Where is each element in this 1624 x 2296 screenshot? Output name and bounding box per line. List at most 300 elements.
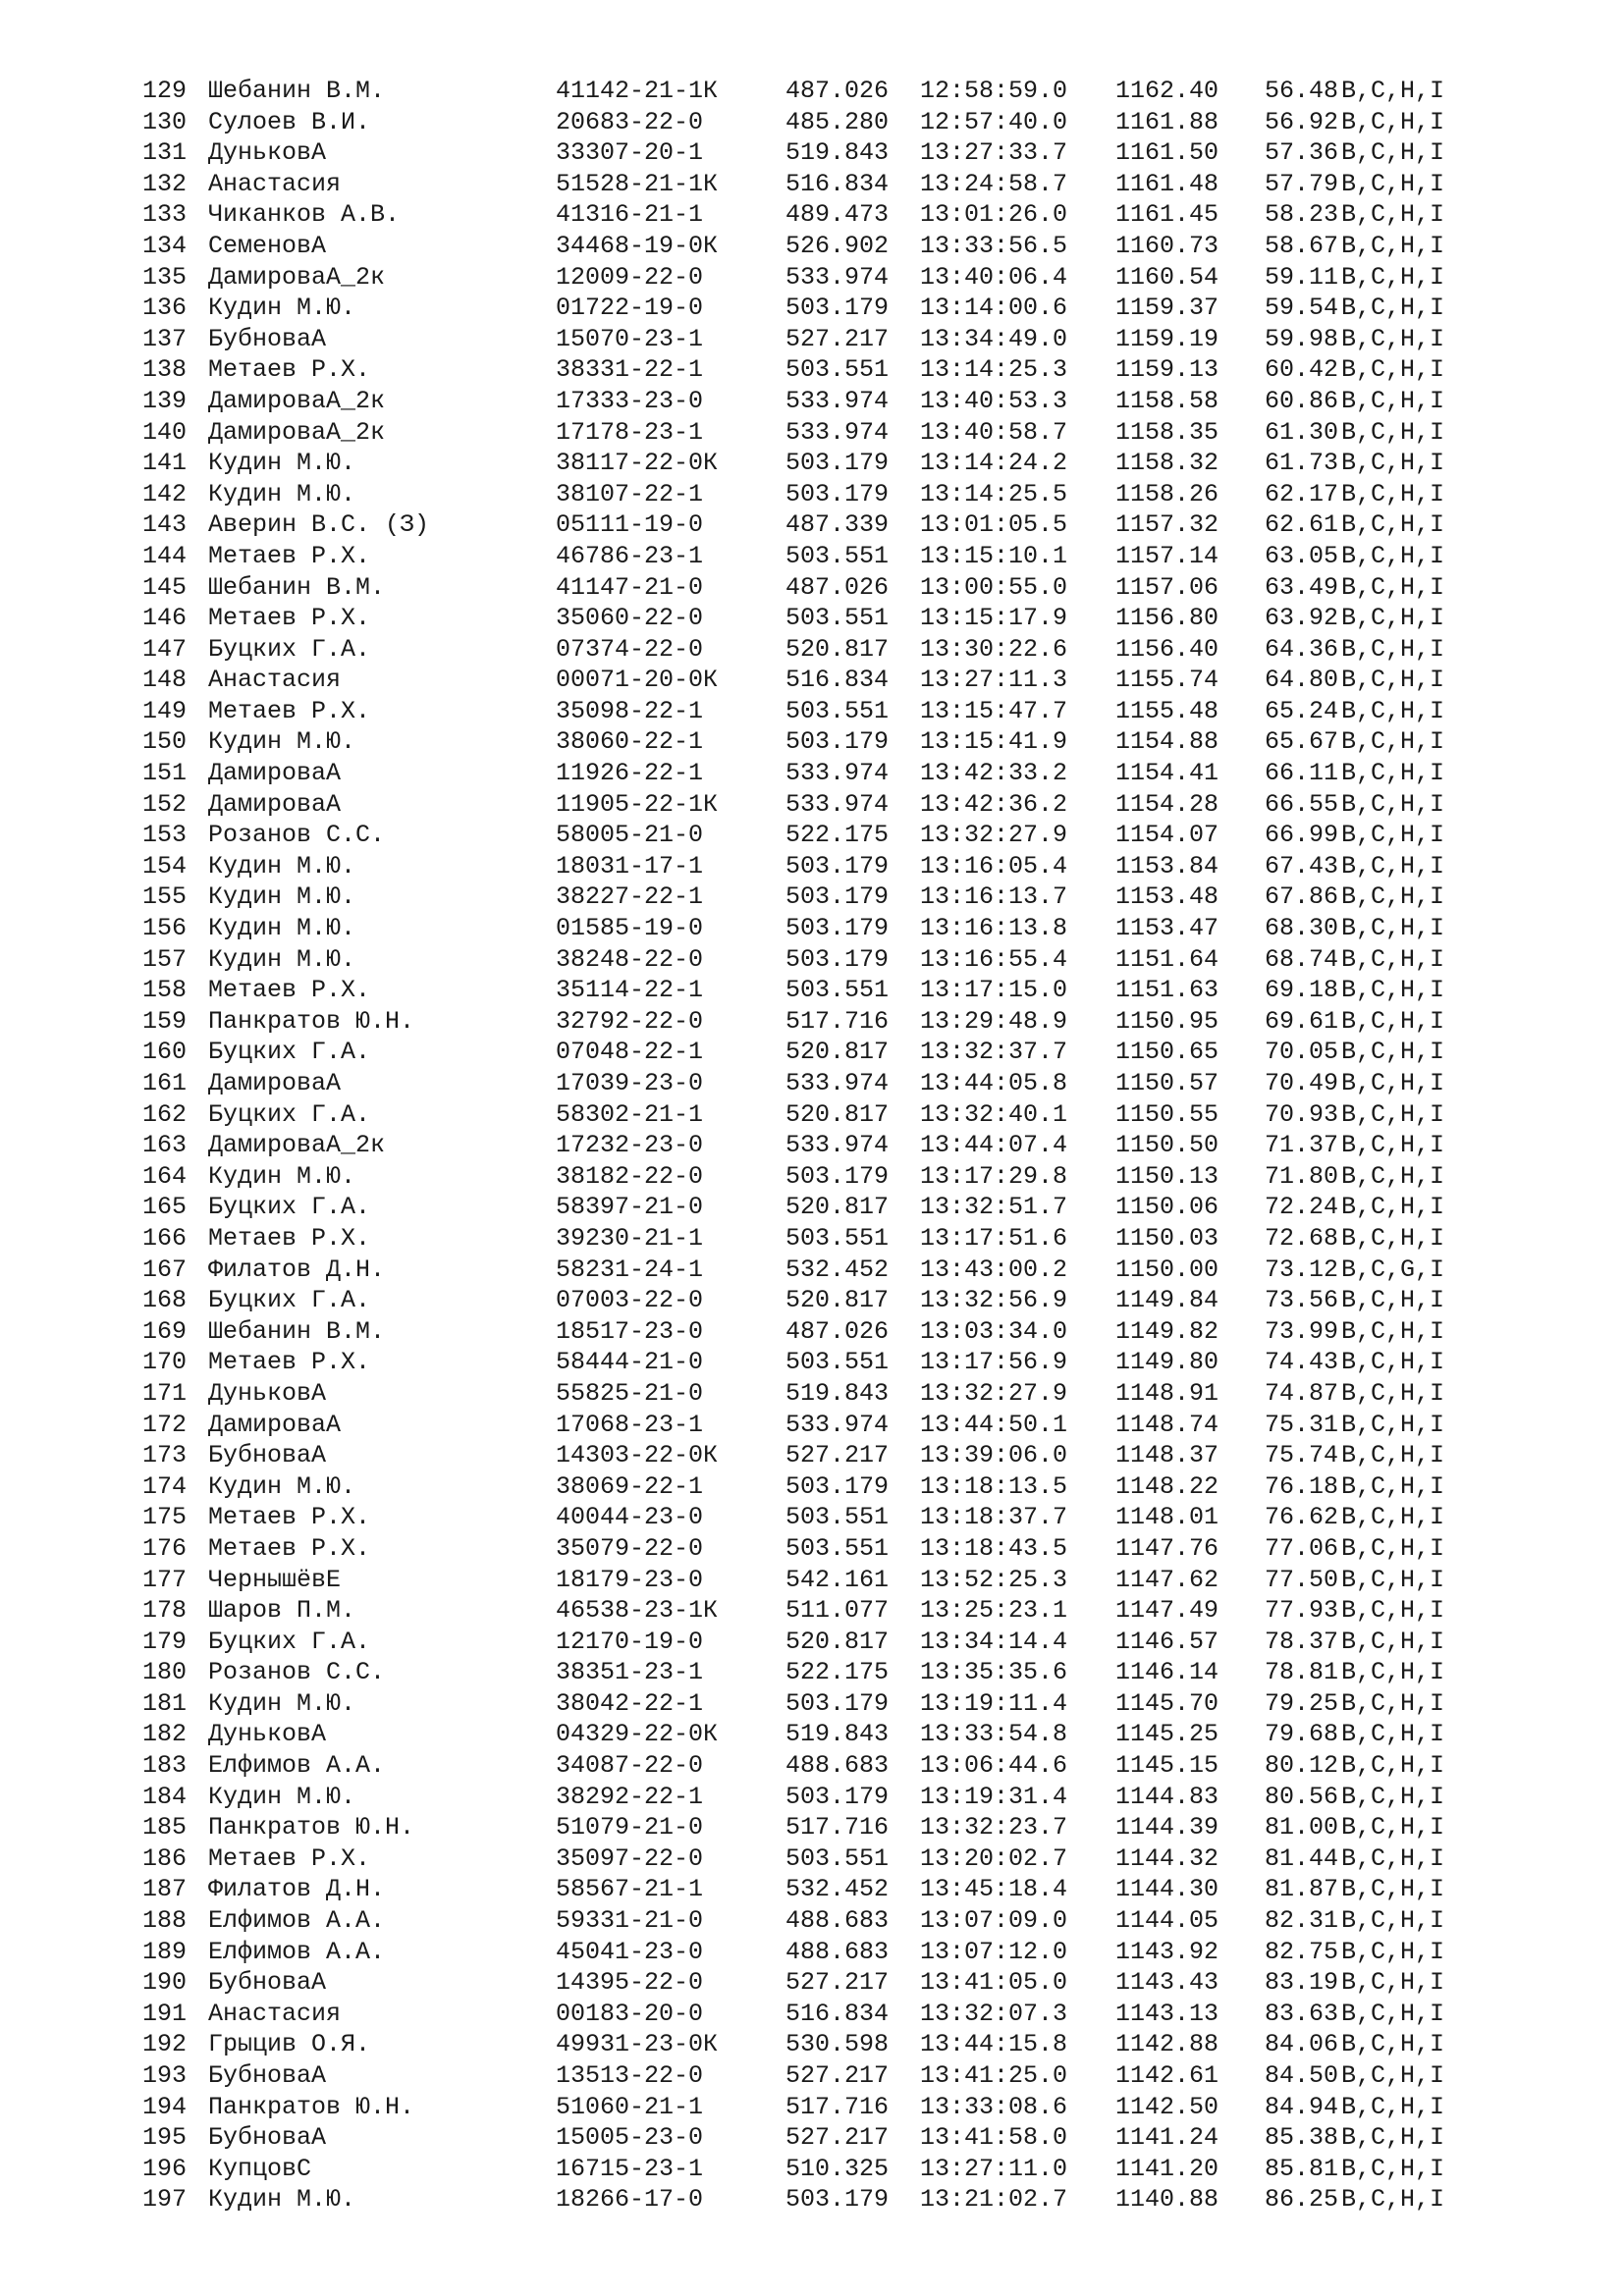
categories: B,C,H,I [1341, 1565, 1445, 1594]
distance: 527.217 [785, 1968, 890, 1998]
speed: 1145.15 [1115, 1751, 1219, 1781]
ring-number: 18031-17-1 [556, 851, 704, 881]
fancier-name: ДамироваА_2к [208, 262, 386, 292]
speed: 1150.57 [1115, 1069, 1219, 1097]
table-row [0, 1006, 1624, 1038]
coefficient: 63.05 [1265, 541, 1339, 570]
distance: 527.217 [785, 1441, 890, 1470]
arrival-time: 13:14:00.6 [920, 294, 1068, 323]
table-row [0, 76, 1624, 107]
ring-number: 17333-23-0 [556, 386, 704, 415]
position-number: 146 [142, 604, 188, 633]
distance: 503.179 [785, 944, 890, 974]
speed: 1143.13 [1115, 1999, 1219, 2028]
fancier-name: Метаев Р.Х. [208, 604, 371, 633]
ring-number: 18266-17-0 [556, 2185, 704, 2215]
coefficient: 78.81 [1265, 1658, 1339, 1687]
categories: B,C,H,I [1341, 1533, 1445, 1563]
ring-number: 40044-23-0 [556, 1503, 704, 1532]
ring-number: 41142-21-1К [556, 77, 719, 105]
coefficient: 73.99 [1265, 1316, 1339, 1346]
speed: 1145.25 [1115, 1720, 1219, 1749]
fancier-name: БубноваА [208, 2123, 327, 2153]
table-row [0, 2184, 1624, 2216]
coefficient: 86.25 [1265, 2185, 1339, 2215]
coefficient: 83.63 [1265, 1999, 1339, 2028]
categories: B,C,H,I [1341, 1503, 1445, 1532]
speed: 1150.03 [1115, 1223, 1219, 1253]
fancier-name: Шаров П.М. [208, 1596, 356, 1626]
distance: 503.179 [785, 882, 890, 912]
table-row [0, 696, 1624, 727]
coefficient: 57.36 [1265, 138, 1339, 168]
coefficient: 74.43 [1265, 1348, 1339, 1377]
table-row [0, 169, 1624, 200]
distance: 533.974 [785, 789, 890, 819]
categories: B,C,H,I [1341, 262, 1445, 292]
speed: 1144.30 [1115, 1875, 1219, 1904]
table-row [0, 1843, 1624, 1875]
distance: 522.175 [785, 821, 890, 850]
ring-number: 58397-21-0 [556, 1193, 704, 1222]
position-number: 152 [142, 789, 188, 819]
distance: 520.817 [785, 1099, 890, 1129]
arrival-time: 13:07:12.0 [920, 1937, 1068, 1966]
position-number: 162 [142, 1099, 188, 1129]
position-number: 197 [142, 2185, 188, 2215]
fancier-name: ДамироваА_2к [208, 417, 386, 447]
coefficient: 75.31 [1265, 1410, 1339, 1439]
coefficient: 63.92 [1265, 604, 1339, 633]
arrival-time: 13:16:13.7 [920, 882, 1068, 912]
position-number: 186 [142, 1843, 188, 1873]
position-number: 135 [142, 262, 188, 292]
table-row [0, 1657, 1624, 1688]
distance: 487.339 [785, 510, 890, 540]
fancier-name: Филатов Д.Н. [208, 1255, 386, 1284]
arrival-time: 13:40:06.4 [920, 262, 1068, 292]
distance: 503.179 [785, 479, 890, 508]
ring-number: 15005-23-0 [556, 2123, 704, 2153]
coefficient: 58.23 [1265, 200, 1339, 230]
fancier-name: Кудин М.Ю. [208, 851, 356, 881]
distance: 527.217 [785, 2061, 890, 2090]
arrival-time: 13:19:11.4 [920, 1688, 1068, 1718]
fancier-name: ДамироваА [208, 1410, 342, 1439]
fancier-name: Буцких Г.А. [208, 1627, 371, 1656]
arrival-time: 13:41:25.0 [920, 2061, 1068, 2090]
position-number: 138 [142, 355, 188, 385]
categories: B,C,H,I [1341, 1006, 1445, 1036]
position-number: 151 [142, 759, 188, 788]
fancier-name: Кудин М.Ю. [208, 1471, 356, 1501]
coefficient: 72.68 [1265, 1223, 1339, 1253]
distance: 487.026 [785, 572, 890, 602]
categories: B,C,H,I [1341, 1627, 1445, 1656]
distance: 517.716 [785, 1813, 890, 1842]
ring-number: 33307-20-1 [556, 138, 704, 168]
arrival-time: 13:19:31.4 [920, 1782, 1068, 1811]
arrival-time: 12:58:59.0 [920, 77, 1068, 105]
position-number: 192 [142, 2030, 188, 2059]
arrival-time: 13:34:49.0 [920, 324, 1068, 353]
arrival-time: 13:27:11.3 [920, 666, 1068, 695]
arrival-time: 13:32:40.1 [920, 1099, 1068, 1129]
distance: 503.179 [785, 1688, 890, 1718]
table-row [0, 1967, 1624, 1999]
distance: 503.551 [785, 696, 890, 725]
position-number: 178 [142, 1596, 188, 1626]
fancier-name: ДуньковА [208, 138, 327, 168]
speed: 1142.88 [1115, 2030, 1219, 2059]
ring-number: 41316-21-1 [556, 200, 704, 230]
position-number: 173 [142, 1441, 188, 1470]
position-number: 194 [142, 2092, 188, 2121]
fancier-name: Кудин М.Ю. [208, 449, 356, 478]
coefficient: 58.67 [1265, 231, 1339, 260]
speed: 1154.28 [1115, 789, 1219, 819]
distance: 519.843 [785, 1378, 890, 1408]
table-row [0, 1471, 1624, 1503]
coefficient: 73.12 [1265, 1255, 1339, 1284]
ring-number: 35079-22-0 [556, 1533, 704, 1563]
fancier-name: Метаев Р.Х. [208, 1843, 371, 1873]
ring-number: 38227-22-1 [556, 882, 704, 912]
coefficient: 60.42 [1265, 355, 1339, 385]
position-number: 174 [142, 1471, 188, 1501]
fancier-name: Елфимов А.А. [208, 1751, 386, 1781]
table-row [0, 1255, 1624, 1286]
fancier-name: Шебанин В.М. [208, 77, 386, 105]
coefficient: 62.17 [1265, 479, 1339, 508]
coefficient: 64.80 [1265, 666, 1339, 695]
speed: 1160.73 [1115, 231, 1219, 260]
categories: B,C,H,I [1341, 851, 1445, 881]
table-row [0, 851, 1624, 882]
position-number: 172 [142, 1410, 188, 1439]
table-row [0, 1378, 1624, 1410]
coefficient: 69.61 [1265, 1006, 1339, 1036]
table-row [0, 107, 1624, 138]
speed: 1144.83 [1115, 1782, 1219, 1811]
ring-number: 35098-22-1 [556, 696, 704, 725]
table-row [0, 665, 1624, 696]
position-number: 163 [142, 1131, 188, 1160]
categories: B,C,H,I [1341, 1410, 1445, 1439]
ring-number: 11926-22-1 [556, 759, 704, 788]
speed: 1143.92 [1115, 1937, 1219, 1966]
coefficient: 70.93 [1265, 1099, 1339, 1129]
fancier-name: Панкратов Ю.Н. [208, 1006, 415, 1036]
fancier-name: Кудин М.Ю. [208, 1782, 356, 1811]
fancier-name: ДамироваА [208, 1069, 342, 1097]
speed: 1148.01 [1115, 1503, 1219, 1532]
ring-number: 17232-23-0 [556, 1131, 704, 1160]
position-number: 155 [142, 882, 188, 912]
categories: B,C,H,I [1341, 2092, 1445, 2121]
ring-number: 55825-21-0 [556, 1378, 704, 1408]
arrival-time: 13:40:53.3 [920, 386, 1068, 415]
distance: 511.077 [785, 1596, 890, 1626]
arrival-time: 13:17:15.0 [920, 976, 1068, 1005]
position-number: 182 [142, 1720, 188, 1749]
position-number: 185 [142, 1813, 188, 1842]
fancier-name: Метаев Р.Х. [208, 976, 371, 1005]
table-row [0, 479, 1624, 510]
arrival-time: 13:34:14.4 [920, 1627, 1068, 1656]
position-number: 148 [142, 666, 188, 695]
fancier-name: Панкратов Ю.Н. [208, 1813, 415, 1842]
arrival-time: 13:52:25.3 [920, 1565, 1068, 1594]
arrival-time: 13:00:55.0 [920, 572, 1068, 602]
distance: 516.834 [785, 1999, 890, 2028]
coefficient: 84.94 [1265, 2092, 1339, 2121]
position-number: 136 [142, 294, 188, 323]
categories: B,C,H,I [1341, 1471, 1445, 1501]
table-row [0, 1440, 1624, 1471]
ring-number: 35060-22-0 [556, 604, 704, 633]
position-number: 141 [142, 449, 188, 478]
arrival-time: 13:33:08.6 [920, 2092, 1068, 2121]
fancier-name: Анастасия [208, 169, 342, 198]
coefficient: 79.68 [1265, 1720, 1339, 1749]
distance: 520.817 [785, 1286, 890, 1315]
categories: B,C,H,I [1341, 727, 1445, 757]
categories: B,C,H,I [1341, 789, 1445, 819]
distance: 520.817 [785, 634, 890, 664]
table-row [0, 2092, 1624, 2123]
categories: B,C,H,I [1341, 169, 1445, 198]
arrival-time: 13:41:05.0 [920, 1968, 1068, 1998]
position-number: 168 [142, 1286, 188, 1315]
ring-number: 15070-23-1 [556, 324, 704, 353]
table-row [0, 1410, 1624, 1441]
position-number: 183 [142, 1751, 188, 1781]
speed: 1154.41 [1115, 759, 1219, 788]
table-row [0, 913, 1624, 944]
distance: 503.551 [785, 355, 890, 385]
speed: 1147.49 [1115, 1596, 1219, 1626]
speed: 1155.74 [1115, 666, 1219, 695]
ring-number: 51060-21-1 [556, 2092, 704, 2121]
ring-number: 38182-22-0 [556, 1161, 704, 1191]
speed: 1159.19 [1115, 324, 1219, 353]
ring-number: 38331-22-1 [556, 355, 704, 385]
fancier-name: Кудин М.Ю. [208, 727, 356, 757]
arrival-time: 13:32:51.7 [920, 1193, 1068, 1222]
ring-number: 14395-22-0 [556, 1968, 704, 1998]
ring-number: 17039-23-0 [556, 1069, 704, 1097]
ring-number: 38060-22-1 [556, 727, 704, 757]
fancier-name: КупцовС [208, 2154, 312, 2183]
arrival-time: 13:32:27.9 [920, 821, 1068, 850]
position-number: 145 [142, 572, 188, 602]
speed: 1153.84 [1115, 851, 1219, 881]
ring-number: 58567-21-1 [556, 1875, 704, 1904]
distance: 522.175 [785, 1658, 890, 1687]
speed: 1142.50 [1115, 2092, 1219, 2121]
speed: 1159.37 [1115, 294, 1219, 323]
fancier-name: БубноваА [208, 1441, 327, 1470]
distance: 519.843 [785, 138, 890, 168]
categories: B,C,H,I [1341, 821, 1445, 850]
coefficient: 81.00 [1265, 1813, 1339, 1842]
distance: 503.179 [785, 851, 890, 881]
table-row [0, 1099, 1624, 1131]
coefficient: 62.61 [1265, 510, 1339, 540]
arrival-time: 13:18:37.7 [920, 1503, 1068, 1532]
speed: 1156.80 [1115, 604, 1219, 633]
distance: 488.683 [785, 1937, 890, 1966]
arrival-time: 13:03:34.0 [920, 1316, 1068, 1346]
fancier-name: Сулоев В.И. [208, 107, 371, 136]
coefficient: 56.48 [1265, 77, 1339, 105]
fancier-name: Кудин М.Ю. [208, 914, 356, 943]
ring-number: 11905-22-1К [556, 789, 719, 819]
speed: 1151.64 [1115, 944, 1219, 974]
coefficient: 60.86 [1265, 386, 1339, 415]
distance: 503.179 [785, 727, 890, 757]
coefficient: 71.37 [1265, 1131, 1339, 1160]
table-row [0, 2122, 1624, 2154]
fancier-name: Метаев Р.Х. [208, 696, 371, 725]
coefficient: 84.50 [1265, 2061, 1339, 2090]
position-number: 187 [142, 1875, 188, 1904]
ring-number: 04329-22-0К [556, 1720, 719, 1749]
categories: B,C,H,I [1341, 2030, 1445, 2059]
arrival-time: 13:01:05.5 [920, 510, 1068, 540]
categories: B,C,H,I [1341, 1131, 1445, 1160]
coefficient: 70.49 [1265, 1069, 1339, 1097]
fancier-name: Чиканков А.В. [208, 200, 401, 230]
fancier-name: Буцких Г.А. [208, 1286, 371, 1315]
coefficient: 74.87 [1265, 1378, 1339, 1408]
coefficient: 63.49 [1265, 572, 1339, 602]
distance: 488.683 [785, 1751, 890, 1781]
speed: 1158.26 [1115, 479, 1219, 508]
speed: 1141.20 [1115, 2154, 1219, 2183]
distance: 520.817 [785, 1193, 890, 1222]
coefficient: 80.56 [1265, 1782, 1339, 1811]
fancier-name: Филатов Д.Н. [208, 1875, 386, 1904]
distance: 533.974 [785, 759, 890, 788]
fancier-name: ДамироваА [208, 789, 342, 819]
categories: B,C,H,I [1341, 1286, 1445, 1315]
categories: B,C,H,I [1341, 386, 1445, 415]
arrival-time: 13:32:27.9 [920, 1378, 1068, 1408]
position-number: 144 [142, 541, 188, 570]
fancier-name: БубноваА [208, 2061, 327, 2090]
fancier-name: Буцких Г.А. [208, 1193, 371, 1222]
distance: 503.179 [785, 294, 890, 323]
arrival-time: 13:44:15.8 [920, 2030, 1068, 2059]
fancier-name: ЧернышёвЕ [208, 1565, 342, 1594]
coefficient: 59.54 [1265, 294, 1339, 323]
position-number: 179 [142, 1627, 188, 1656]
coefficient: 77.06 [1265, 1533, 1339, 1563]
table-row [0, 1999, 1624, 2030]
speed: 1148.74 [1115, 1410, 1219, 1439]
ring-number: 07003-22-0 [556, 1286, 704, 1315]
categories: B,C,H,I [1341, 1069, 1445, 1097]
distance: 510.325 [785, 2154, 890, 2183]
fancier-name: ДуньковА [208, 1378, 327, 1408]
categories: B,C,H,I [1341, 1348, 1445, 1377]
distance: 503.551 [785, 1503, 890, 1532]
position-number: 166 [142, 1223, 188, 1253]
arrival-time: 13:27:33.7 [920, 138, 1068, 168]
position-number: 130 [142, 107, 188, 136]
ring-number: 05111-19-0 [556, 510, 704, 540]
coefficient: 67.86 [1265, 882, 1339, 912]
categories: B,C,H,I [1341, 1843, 1445, 1873]
table-row [0, 448, 1624, 479]
position-number: 132 [142, 169, 188, 198]
speed: 1144.39 [1115, 1813, 1219, 1842]
position-number: 171 [142, 1378, 188, 1408]
categories: B,C,H,I [1341, 1720, 1445, 1749]
coefficient: 82.31 [1265, 1906, 1339, 1936]
arrival-time: 13:06:44.6 [920, 1751, 1068, 1781]
table-row [0, 1285, 1624, 1316]
categories: B,C,H,I [1341, 1038, 1445, 1067]
position-number: 156 [142, 914, 188, 943]
ring-number: 46786-23-1 [556, 541, 704, 570]
ring-number: 01722-19-0 [556, 294, 704, 323]
position-number: 149 [142, 696, 188, 725]
speed: 1141.24 [1115, 2123, 1219, 2153]
categories: B,C,H,I [1341, 634, 1445, 664]
ring-number: 38107-22-1 [556, 479, 704, 508]
position-number: 147 [142, 634, 188, 664]
categories: B,C,H,I [1341, 2123, 1445, 2153]
arrival-time: 12:57:40.0 [920, 107, 1068, 136]
fancier-name: Анастасия [208, 1999, 342, 2028]
coefficient: 72.24 [1265, 1193, 1339, 1222]
table-row [0, 1347, 1624, 1378]
arrival-time: 13:17:56.9 [920, 1348, 1068, 1377]
categories: B,C,H,I [1341, 77, 1445, 105]
distance: 503.551 [785, 541, 890, 570]
categories: B,C,H,I [1341, 510, 1445, 540]
distance: 503.551 [785, 1348, 890, 1377]
ring-number: 38292-22-1 [556, 1782, 704, 1811]
coefficient: 56.92 [1265, 107, 1339, 136]
position-number: 190 [142, 1968, 188, 1998]
distance: 527.217 [785, 2123, 890, 2153]
categories: B,C,H,I [1341, 2061, 1445, 2090]
arrival-time: 13:01:26.0 [920, 200, 1068, 230]
position-number: 157 [142, 944, 188, 974]
ring-number: 41147-21-0 [556, 572, 704, 602]
distance: 517.716 [785, 1006, 890, 1036]
table-row [0, 820, 1624, 851]
coefficient: 84.06 [1265, 2030, 1339, 2059]
table-row [0, 1750, 1624, 1782]
table-row [0, 1874, 1624, 1905]
table-row [0, 417, 1624, 449]
table-row [0, 137, 1624, 169]
position-number: 169 [142, 1316, 188, 1346]
distance: 488.683 [785, 1906, 890, 1936]
arrival-time: 13:14:24.2 [920, 449, 1068, 478]
distance: 516.834 [785, 169, 890, 198]
arrival-time: 13:15:47.7 [920, 696, 1068, 725]
position-number: 170 [142, 1348, 188, 1377]
fancier-name: Буцких Г.А. [208, 1038, 371, 1067]
categories: B,C,H,I [1341, 759, 1445, 788]
coefficient: 70.05 [1265, 1038, 1339, 1067]
